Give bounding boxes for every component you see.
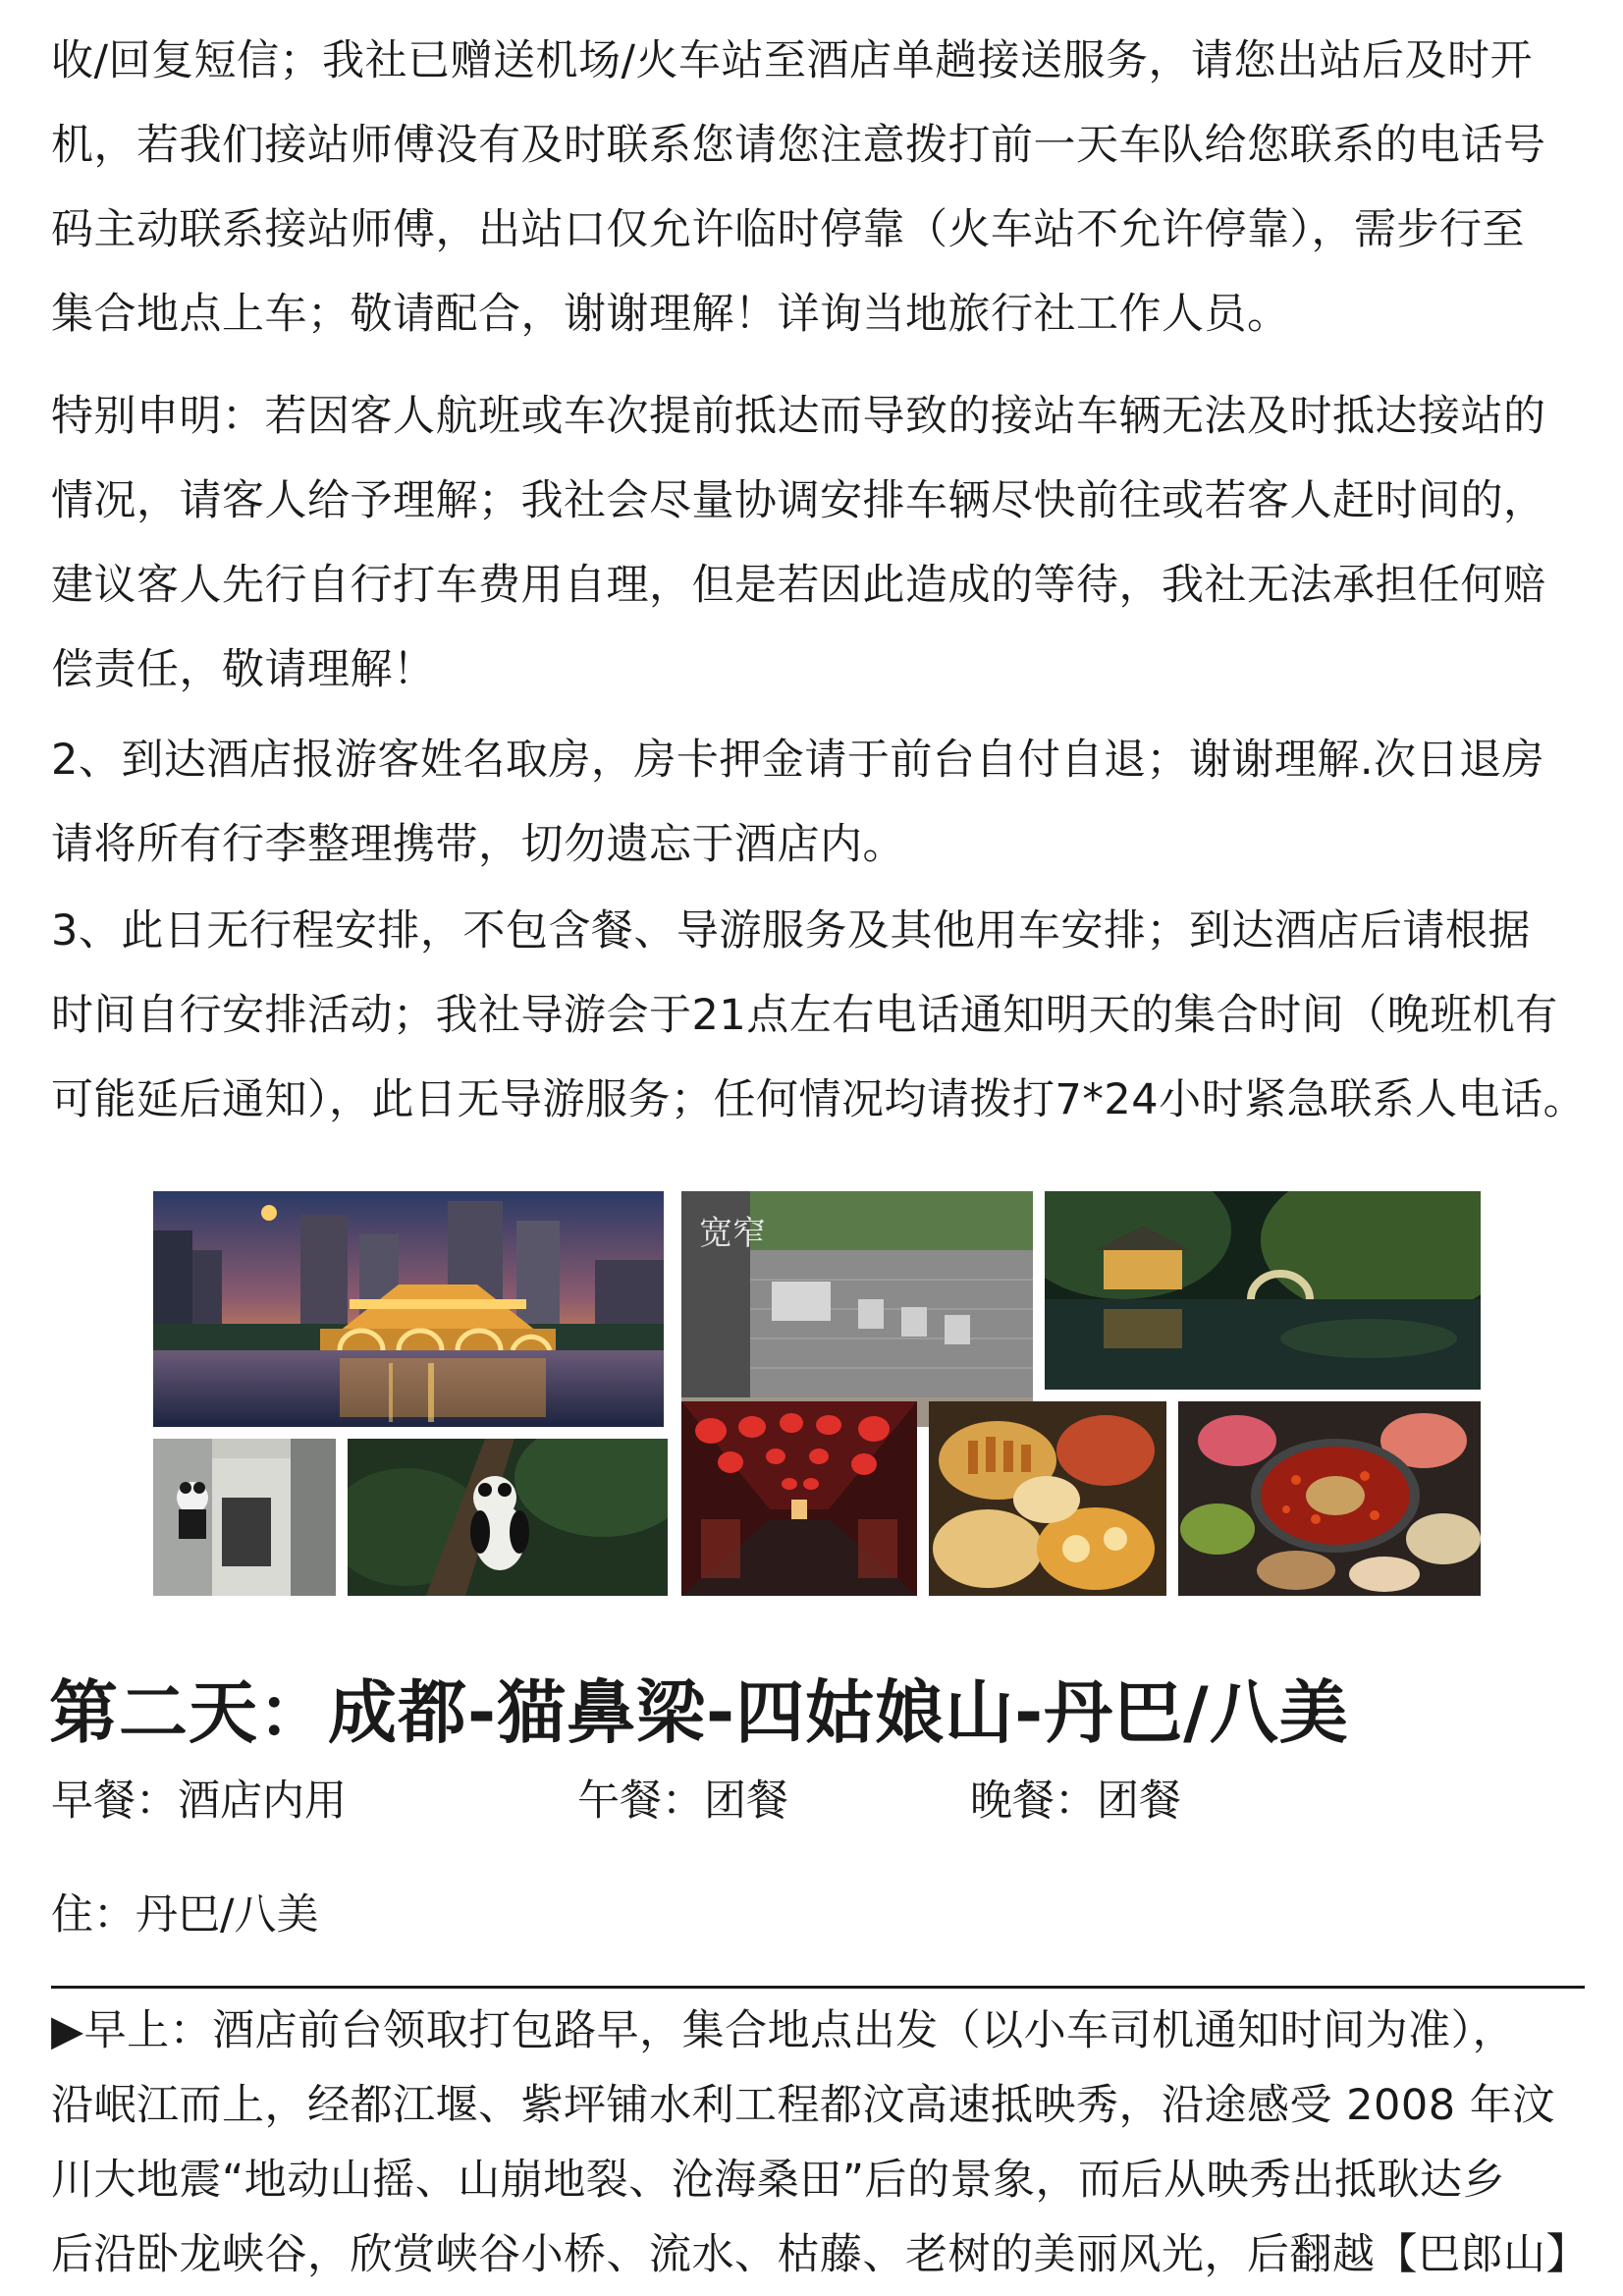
itinerary-line: ▶早上：酒店前台领取打包路早，集合地点出发（以小车司机通知时间为准）， (51, 2006, 1516, 2055)
street-food-photo (929, 1401, 1166, 1596)
text-line: 时间自行安排活动；我社导游会于21点左右电话通知明天的集合时间（晚班机有 (51, 991, 1558, 1040)
panda-tree-photo (348, 1439, 668, 1596)
alley-sign: 宽窄 (699, 1214, 766, 1253)
hotpot-photo (1178, 1401, 1481, 1596)
itinerary-line: 沿岷江而上，经都江堰、紫坪铺水利工程都汶高速抵映秀，沿途感受 2008 年汶 (51, 2081, 1555, 2130)
text-line: 机，若我们接站师傅没有及时联系您请您注意拨打前一天车队给您联系的电话号 (51, 121, 1546, 170)
dinner-info: 晚餐：团餐 (970, 1777, 1181, 1826)
text-line: 可能延后通知），此日无导游服务；任何情况均请拨打7*24小时紧急联系人电话。 (51, 1075, 1587, 1124)
kuanzhai-alley-photo (681, 1191, 1033, 1427)
itinerary-line: 后沿卧龙峡谷，欣赏峡谷小桥、流水、枯藤、老树的美丽风光，后翻越【巴郎山】 (51, 2230, 1589, 2279)
text-line: 集合地点上车；敬请配合，谢谢理解！详询当地旅行社工作人员。 (51, 290, 1290, 339)
day-title: 第二天：成都-猫鼻梁-四姑娘山-丹巴/八美 (49, 1672, 1349, 1753)
breakfast-info: 早餐：酒店内用 (51, 1777, 347, 1826)
text-line: 收/回复短信；我社已赠送机场/火车站至酒店单趟接送服务，请您出站后及时开 (51, 36, 1533, 85)
garden-pavilion-photo (1045, 1191, 1481, 1390)
text-line: 特别申明：若因客人航班或车次提前抵达而导致的接站车辆无法及时抵达接站的 (51, 392, 1546, 441)
lunch-info: 午餐：团餐 (577, 1777, 788, 1826)
text-line: 请将所有行李整理携带，切勿遗忘于酒店内。 (51, 820, 905, 869)
text-line: 2、到达酒店报游客姓名取房，房卡押金请于前台自付自退；谢谢理解.次日退房 (51, 736, 1545, 785)
accommodation-info: 住：丹巴/八美 (51, 1890, 319, 1940)
text-line: 码主动联系接站师傅，出站口仅允许临时停靠（火车站不允许停靠），需步行至 (51, 205, 1525, 254)
text-line: 偿责任，敬请理解！ (51, 645, 436, 694)
text-line: 情况，请客人给予理解；我社会尽量协调安排车辆尽快前往或若客人赶时间的， (51, 476, 1546, 525)
panda-building-photo (153, 1439, 336, 1596)
night-bridge-photo (153, 1191, 664, 1427)
text-line: 建议客人先行自行打车费用自理，但是若因此造成的等待，我社无法承担任何赔 (51, 561, 1546, 610)
lantern-street-photo (681, 1401, 917, 1596)
photo-collage (153, 1191, 1481, 1596)
text-line: 3、此日无行程安排，不包含餐、导游服务及其他用车安排；到达酒店后请根据 (51, 906, 1531, 956)
section-divider (51, 1986, 1585, 1989)
itinerary-line: 川大地震“地动山摇、山崩地裂、沧海桑田”后的景象，而后从映秀出抵耿达乡 (51, 2156, 1506, 2205)
